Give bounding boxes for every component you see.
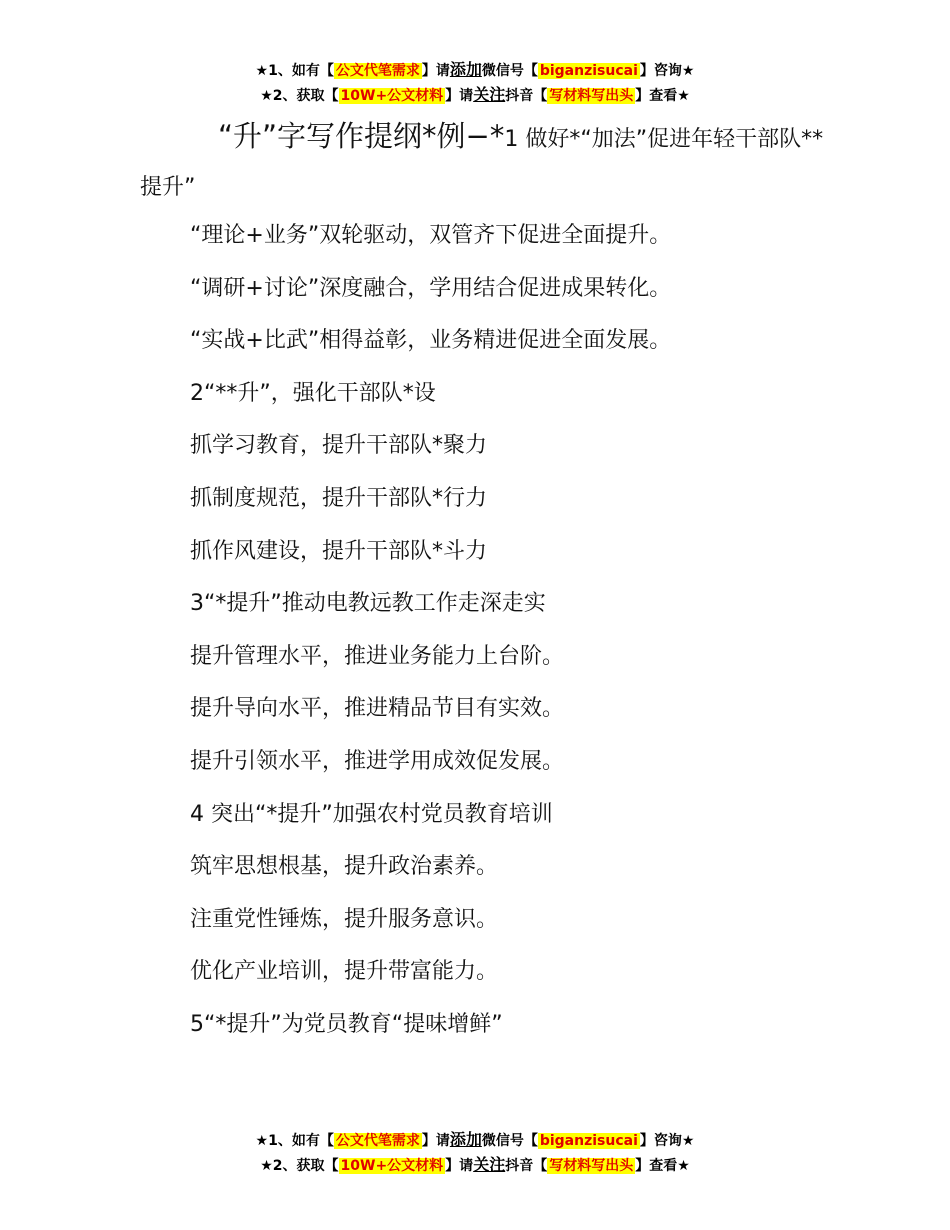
promo-highlight: 公文代笔需求 xyxy=(335,63,420,79)
promo-highlight: biganzisucai xyxy=(539,1133,638,1149)
body-line: 注重党性锤炼，提升服务意识。 xyxy=(190,906,499,932)
promo-text: 】查看★ xyxy=(635,88,690,104)
body-line: “理论+业务”双轮驱动，双管齐下促进全面提升。 xyxy=(190,223,672,248)
title-main: “升”字写作提纲*例−* xyxy=(218,119,505,153)
promo-text: 】咨询★ xyxy=(639,1133,695,1149)
body-line: 提升管理水平，推进业务能力上台阶。 xyxy=(190,643,565,669)
section-heading: 4 突出“*提升”加强农村党员教育培训 xyxy=(190,801,553,827)
promo-underline: 关注 xyxy=(473,1155,506,1174)
document-body xyxy=(190,210,830,1052)
promo-text: 抖音【 xyxy=(505,88,548,104)
promo-highlight: 10W+公文材料 xyxy=(340,88,444,104)
promo-text: 】请 xyxy=(445,1158,474,1174)
promo-line-2 xyxy=(0,1153,950,1178)
promo-highlight: 10W+公文材料 xyxy=(340,1158,444,1174)
body-line: “调研+讨论”深度融合，学用结合促进成果转化。 xyxy=(190,275,672,301)
promo-highlight: 写材料写出头 xyxy=(549,88,634,104)
promo-text: ★2、获取【 xyxy=(260,88,339,104)
promo-text: 】咨询★ xyxy=(639,63,695,79)
promo-line-1 xyxy=(0,58,950,83)
section-heading: 5“*提升”为党员教育“提味增鲜” xyxy=(190,1011,503,1037)
promo-text: ★1、如有【 xyxy=(255,63,334,79)
promo-footer xyxy=(0,1128,950,1178)
promo-text: 抖音【 xyxy=(505,1158,548,1174)
section-heading: 3“*提升”推动电教远教工作走深走实 xyxy=(190,591,546,617)
promo-underline: 添加 xyxy=(449,60,482,79)
promo-text: 】请 xyxy=(421,1133,450,1149)
body-line: 抓学习教育，提升干部队*聚力 xyxy=(190,433,488,459)
title-rest: 1 做好*“加法”促进年轻干部队**提升” xyxy=(140,127,824,200)
document-title xyxy=(140,112,830,212)
promo-text: 】请 xyxy=(421,63,450,79)
section-heading: 2“**升”，强化干部队*设 xyxy=(190,380,436,406)
promo-text: ★1、如有【 xyxy=(255,1133,334,1149)
promo-header xyxy=(0,58,950,108)
promo-text: 】请 xyxy=(445,88,474,104)
body-line: 优化产业培训，提升带富能力。 xyxy=(190,959,499,985)
promo-highlight: 写材料写出头 xyxy=(549,1158,634,1174)
promo-underline: 关注 xyxy=(473,85,506,104)
body-line: 提升引领水平，推进学用成效促发展。 xyxy=(190,748,565,774)
promo-text: ★2、获取【 xyxy=(260,1158,339,1174)
promo-line-1 xyxy=(0,1128,950,1153)
promo-text: 微信号【 xyxy=(481,63,538,79)
body-line: 筑牢思想根基，提升政治素养。 xyxy=(190,854,499,880)
promo-text: 】查看★ xyxy=(635,1158,690,1174)
body-line: 提升导向水平，推进精品节目有实效。 xyxy=(190,696,565,722)
body-line: “实战+比武”相得益彰，业务精进促进全面发展。 xyxy=(190,328,672,354)
body-line: 抓作风建设，提升干部队*斗力 xyxy=(190,538,488,564)
promo-underline: 添加 xyxy=(449,1130,482,1149)
promo-highlight: 公文代笔需求 xyxy=(335,1133,420,1149)
body-line: 抓制度规范，提升干部队*行力 xyxy=(190,485,488,511)
promo-highlight: biganzisucai xyxy=(539,63,638,79)
promo-text: 微信号【 xyxy=(481,1133,538,1149)
promo-line-2 xyxy=(0,83,950,108)
